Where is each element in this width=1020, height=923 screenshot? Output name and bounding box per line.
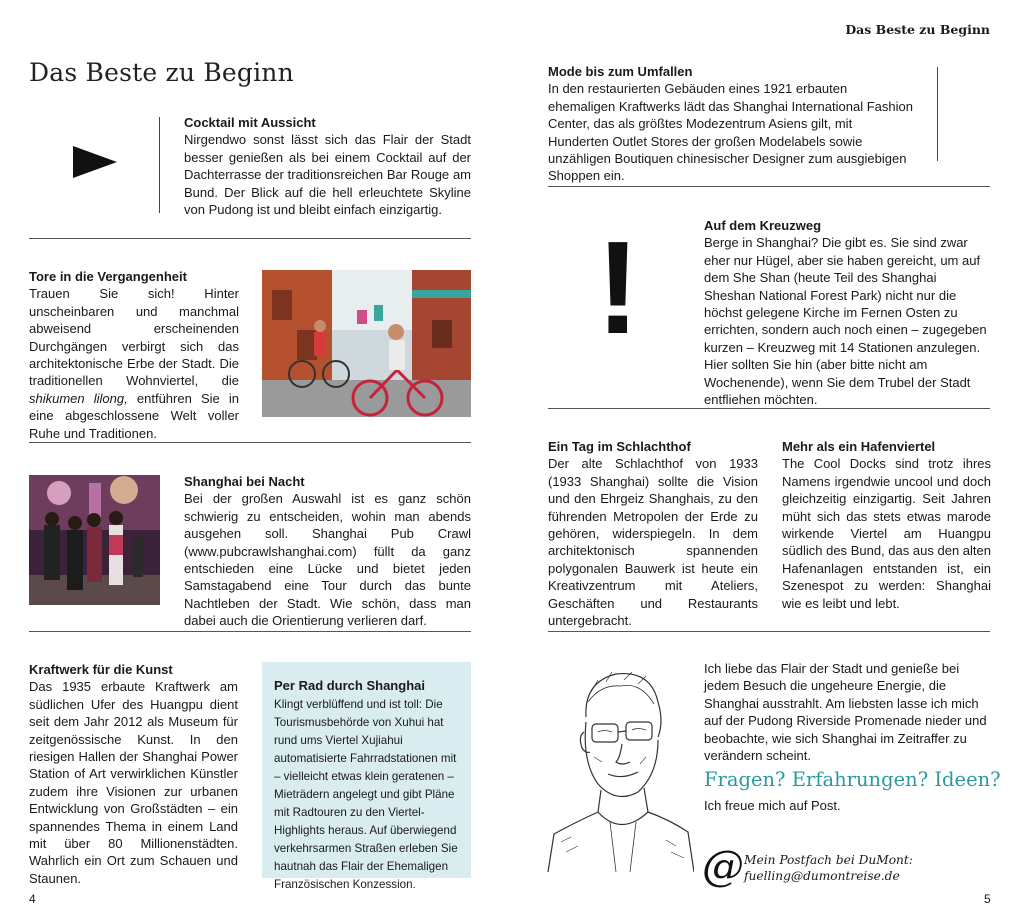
postfach-label: Mein Postfach bei DuMont:: [744, 853, 913, 867]
divider: [548, 186, 990, 187]
postfach-email[interactable]: fuelling@dumontreise.de: [744, 869, 900, 883]
play-arrow-icon: [71, 144, 119, 180]
nacht-heading: Shanghai bei Nacht: [184, 474, 305, 489]
divider: [29, 442, 471, 443]
nacht-body: Bei der großen Auswahl ist es ganz schön schwierig zu entscheiden, wohin man abends ausgehen soll. Shanghai Pub Crawl (www.pubcrawlshanghai.com) füllt da ganz entschieden eine Lücke und bietet jeden Samstagabend eine Tour durch das bunte Nachtleben der Stadt. Wie schön, dass man dabei auch die Orientierung verlieren darf.: [184, 491, 471, 629]
hafen-body: The Cool Docks sind trotz ihres Namens irgendwie uncool und doch gleichzeitig einzigartig. Seit Jahren müht sich das stets etwas marode wirkende Viertel am Huangpu südlich des Bund, das aus den alten Hafenanlagen entstanden ist, ein Szenespot zu werden: Shanghai wie es leibt und lebt.: [782, 456, 991, 611]
schlachthof-heading: Ein Tag im Schlachthof: [548, 439, 691, 454]
cocktail-heading: Cocktail mit Aussicht: [184, 115, 316, 130]
divider: [29, 238, 471, 239]
nacht-section: [184, 473, 471, 630]
rad-heading: Per Rad durch Shanghai: [274, 678, 425, 693]
page-title: Das Beste zu Beginn: [29, 58, 294, 87]
cocktail-body: Nirgendwo sonst lässt sich das Flair der Stadt besser genießen als bei einem Cocktail auf der Dachterrasse der traditionsreichen Bar Rouge am Bund. Der Blick auf die hell erleuchtete Skyline von Pudong ist und bleibt einfach einzigartig.: [184, 132, 471, 218]
hafen-section: [782, 438, 991, 612]
mode-heading: Mode bis zum Umfallen: [548, 64, 693, 79]
photo-night-street: [29, 475, 160, 605]
author-body: Ich liebe das Flair der Stadt und genieße bei jedem Besuch die ungeheure Energie, die Shanghai ausstrahlt. Am liebsten lasse ich mich auf der Pudong Riverside Promenade nieder und beobachte, wie sich Shanghai im Zeitraffer zu verändern scheint.: [704, 661, 987, 764]
contact-headline: Fragen? Erfahrungen? Ideen?: [704, 768, 1001, 791]
vertical-rule: [159, 117, 160, 213]
schlachthof-body: Der alte Schlachthof von 1933 (1933 Shanghai) sollte die Vision und den Ehrgeiz Shanghais, zu den führenden Metropolen der Erde zu gehören, widerspiegeln. In dem architektonisch spannenden polygonalen Bauwerk ist heute ein Kreativzentrum mit Ateliers, Geschäften und Restaurants untergebracht.: [548, 456, 758, 629]
tore-heading: Tore in die Vergangenheit: [29, 269, 187, 284]
mode-section: [548, 63, 916, 185]
rad-body: Klingt verblüffend und ist toll: Die Tourismusbehörde von Xuhui hat rund ums Viertel Xujiahui automatisierte Fahrradstationen mit – vielleicht etwas klein geratenen – Mieträdern angelegt und gibt Pläne mit Radtouren zu den Viertel-Highlights heraus. Auf überwiegend verkehrsarmen Straßen erleben Sie hautnah das Flair der Ehemaligen Französischen Konzession.: [274, 698, 458, 891]
running-head: Das Beste zu Beginn: [845, 22, 990, 37]
photo-street-cyclists: [262, 270, 471, 417]
at-icon: @: [702, 841, 744, 890]
author-portrait: [546, 662, 694, 872]
mode-body: In den restaurierten Gebäuden eines 1921 erbauten ehemaligen Kraftwerks lädt das Shanghai International Fashion Center, das als größtes Modezentrum Asiens gilt, mit Hunderten Outlet Stores der großen Modelabels sowie unzähligen Boutiquen chinesischer Designer zum ausgiebigen Shoppen ein.: [548, 81, 913, 184]
tore-body-end: entführen Sie in eine abgeschlossene Welt voller Ruhe und Traditionen.: [29, 390, 239, 441]
kraftwerk-section: [29, 661, 238, 887]
page-number-left: 4: [29, 892, 36, 906]
divider: [548, 631, 990, 632]
author-section: [704, 660, 991, 764]
tore-body-start: Trauen Sie sich! Hinter unscheinbaren und manchmal abweisend erscheinenden Durchgängen verbirgt sich das architektonische Erbe der Stadt. Die traditionellen Wohnviertel, die: [29, 286, 239, 389]
divider: [548, 408, 990, 409]
info-box-per-rad: [262, 662, 471, 891]
kreuzweg-heading: Auf dem Kreuzweg: [704, 218, 822, 233]
kraftwerk-body: Das 1935 erbaute Kraftwerk am südlichen Ufer des Huangpu dient seit dem Jahr 2012 als Museum für zeitgenössische Kunst. In den riesigen Hallen der Shanghai Power Station of Art verwirklichen Künstler zudem ihre Visionen zur urbanen Entwicklung von Großstädten – ein spannendes Thema in einem Land mit über 80 Millionenstädten. Wahrlich ein Ort zum Schauen und Staunen.: [29, 679, 238, 886]
vertical-rule: [937, 67, 938, 161]
tore-body-italic: shikumen lilong,: [29, 390, 128, 406]
exclamation-mark: !: [596, 214, 640, 361]
page-number-right: 5: [984, 892, 991, 906]
schlachthof-section: [548, 438, 758, 629]
kraftwerk-heading: Kraftwerk für die Kunst: [29, 662, 173, 677]
kreuzweg-section: [704, 217, 991, 408]
hafen-heading: Mehr als ein Hafenviertel: [782, 439, 936, 454]
divider: [29, 631, 471, 632]
cocktail-section: [184, 114, 471, 218]
kreuzweg-body: Berge in Shanghai? Die gibt es. Sie sind zwar eher nur Hügel, aber sie haben gereicht, um auf dem She Shan (heute Teil des Shanghai Sheshan National Forest Park) nicht nur die höchst gelegene Kirche im Fernen Osten zu errichten, sondern auch noch einen – zugegeben kurzen – Kreuzweg mit 14 Stationen anzulegen. Hier sollten Sie hin (aber bitte nicht am Wochenende), wenn Sie dem Trubel der Stadt entfliehen möchten.: [704, 235, 987, 408]
tore-section: [29, 268, 239, 442]
contact-subline: Ich freue mich auf Post.: [704, 798, 841, 813]
